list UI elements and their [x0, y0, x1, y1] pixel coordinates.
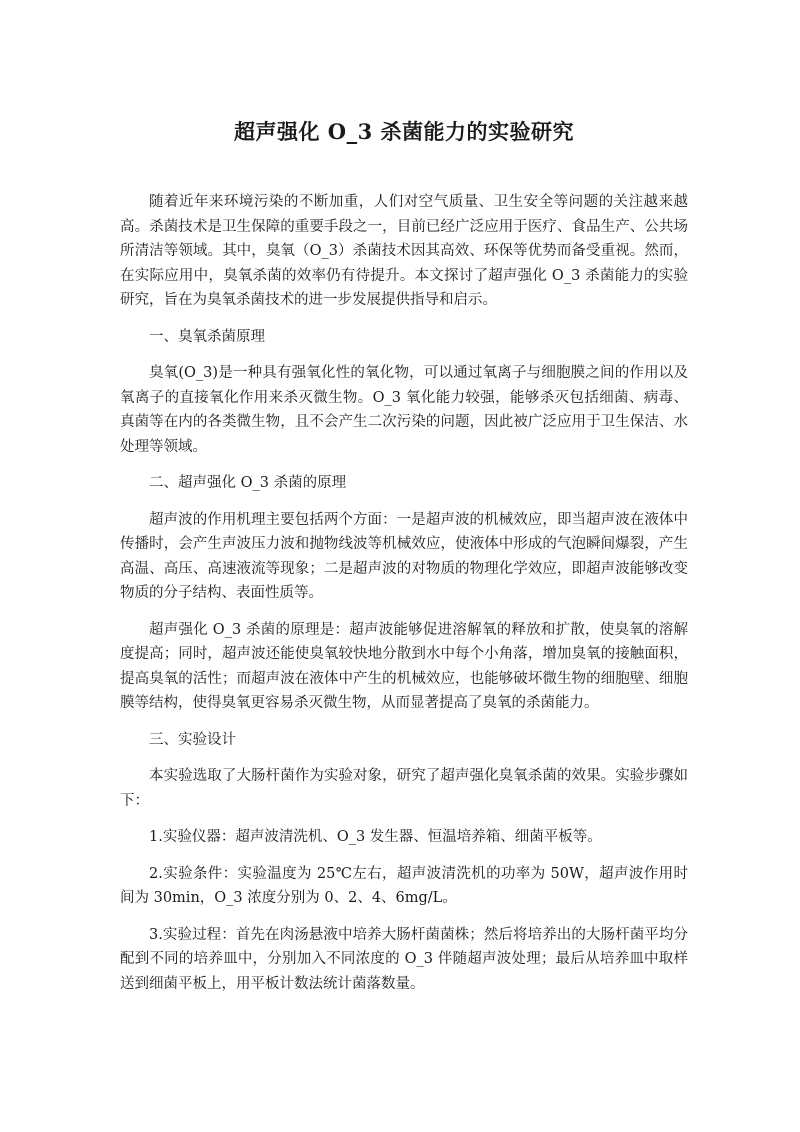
ozone-principle-paragraph: 臭氧(O_3)是一种具有强氧化性的氧化物，可以通过氧离子与细胞膜之间的作用以及氧离子的直接氧化作用来杀灭微生物。O_3 氧化能力较强，能够杀灭包括细菌、病毒、真菌等在内的各类微生物，且不会产生二次污染的问题，因此被广泛应用于卫生保洁、水处理等领域。	[120, 365, 688, 455]
document-title: 超声强化 O_3 杀菌能力的实验研究	[233, 119, 575, 144]
ultrasound-enhancement-paragraph: 超声强化 O_3 杀菌的原理是：超声波能够促进溶解氧的释放和扩散，使臭氧的溶解度提高；同时，超声波还能使臭氧较快地分散到水中每个小角落，增加臭氧的接触面积，提高臭氧的活性；而超声波在液体中产生的机械效应，也能够破坏微生物的细胞壁、细胞膜等结构，使得臭氧更容易杀灭微生物，从而显著提高了臭氧的杀菌能力。	[120, 621, 688, 711]
section-heading-ultrasound-principle: 二、超声强化 O_3 杀菌的原理	[149, 475, 347, 491]
section-heading-ozone-principle: 一、臭氧杀菌原理	[149, 328, 265, 345]
intro-paragraph: 随着近年来环境污染的不断加重，人们对空气质量、卫生安全等问题的关注越来越高。杀菌技术是卫生保障的重要手段之一，目前已经广泛应用于医疗、食品生产、公共场所清洁等领域。其中，臭氧（O_3）杀菌技术因其高效、环保等优势而备受重视。然而，在实际应用中，臭氧杀菌的效率仍有待提升。本文探讨了超声强化 O_3 杀菌能力的实验研究，旨在为臭氧杀菌技术的进一步发展提供指导和启示。	[120, 194, 688, 308]
experiment-intro-paragraph: 本实验选取了大肠杆菌作为实验对象，研究了超声强化臭氧杀菌的效果。实验步骤如下：	[120, 768, 688, 809]
experiment-step-instruments: 1.实验仪器：超声波清洗机、O_3 发生器、恒温培养箱、细菌平板等。	[149, 829, 602, 845]
experiment-step-conditions: 2.实验条件：实验温度为 25℃左右，超声波清洗机的功率为 50W，超声波作用时间为 30min，O_3 浓度分别为 0、2、4、6mg/L。	[120, 865, 688, 906]
ultrasound-mechanism-paragraph: 超声波的作用机理主要包括两个方面：一是超声波的机械效应，即当超声波在液体中传播时，会产生声波压力波和抛物线波等机械效应，使液体中形成的气泡瞬间爆裂，产生高温、高压、高速液流等现象；二是超声波的对物质的物理化学效应，即超声波能够改变物质的分子结构、表面性质等。	[120, 511, 688, 601]
experiment-step-procedure: 3.实验过程：首先在肉汤悬液中培养大肠杆菌菌株；然后将培养出的大肠杆菌平均分配到不同的培养皿中，分别加入不同浓度的 O_3 伴随超声波处理；最后从培养皿中取样送到细菌平板上，用平板计数法统计菌落数量。	[120, 926, 688, 992]
section-heading-experiment-design: 三、实验设计	[149, 731, 236, 748]
